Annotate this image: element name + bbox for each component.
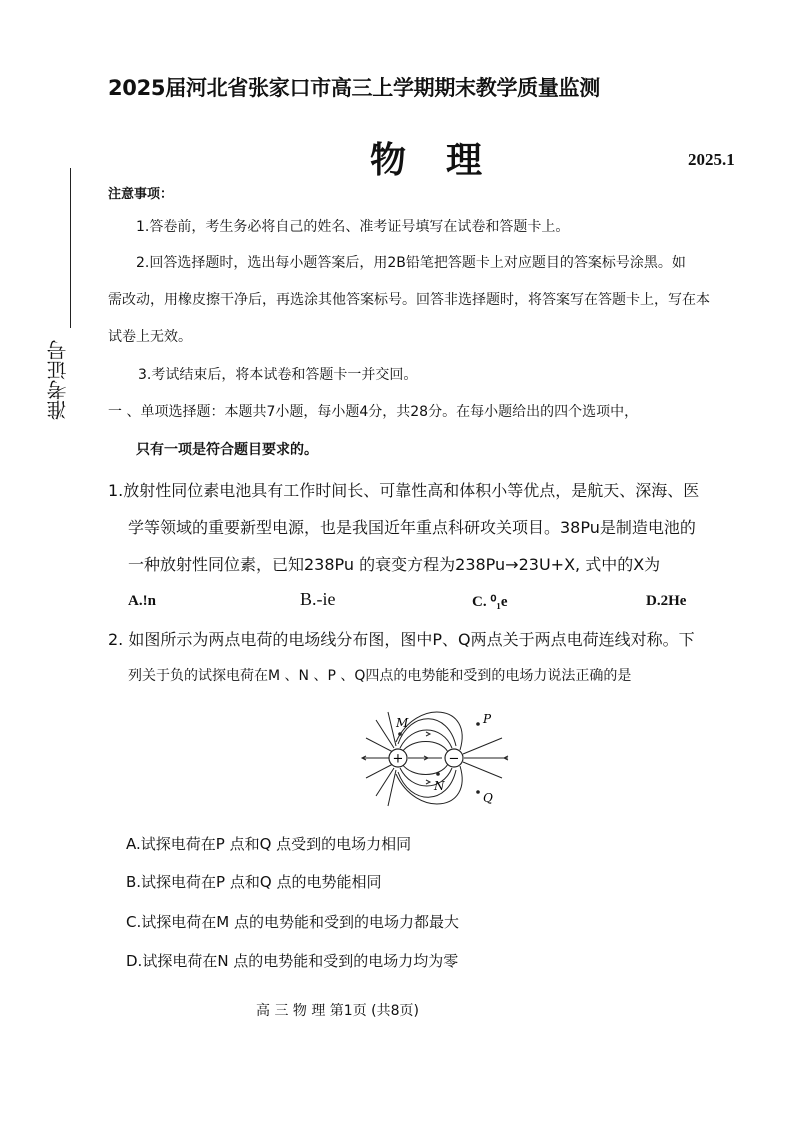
notice-item-2-line-2: 需改动，用橡皮擦干净后，再选涂其他答案标号。回答非选择题时，将答案写在答题卡上，写在本 xyxy=(108,292,710,308)
q1-stem-line-2: 学等领域的重要新型电源，也是我国近年重点科研攻关项目。38Pu是制造电池的 xyxy=(128,518,696,537)
label-p: P xyxy=(483,712,492,726)
exam-number-label: 准考证号 xyxy=(46,340,70,420)
exam-number-line xyxy=(70,168,71,328)
page-footer: 高 三 物 理 第1页 (共8页) xyxy=(256,1003,419,1019)
subject-title: 物理 xyxy=(370,140,523,181)
label-n: N xyxy=(434,779,445,793)
notice-item-3: 3.考试结束后，将本试卷和答题卡一并交回。 xyxy=(138,367,418,383)
electric-field-diagram xyxy=(356,708,516,812)
q1-option-a: A.!n xyxy=(128,593,156,609)
exam-title: 2025届河北省张家口市高三上学期期末教学质量监测 xyxy=(108,76,600,100)
notice-item-2-line-3: 试卷上无效。 xyxy=(108,329,192,345)
q1-stem-line-1: 1.放射性同位素电池具有工作时间长、可靠性高和体积小等优点，是航天、深海、医 xyxy=(108,481,700,500)
q1-option-c: C. ⁰₁e xyxy=(472,594,508,610)
positive-sign: + xyxy=(392,751,404,767)
q1-stem-line-3: 一种放射性同位素，已知238Pu 的衰变方程为238Pu→23U+X, 式中的X为 xyxy=(128,555,661,574)
point-p xyxy=(476,722,480,726)
q2-option-c: C.试探电荷在M 点的电势能和受到的电场力都最大 xyxy=(126,913,459,931)
q2-stem-line-1: 2. 如图所示为两点电荷的电场线分布图，图中P、Q两点关于两点电荷连线对称。下 xyxy=(108,630,695,649)
q2-stem-line-2: 列关于负的试探电荷在M 、N 、P 、Q四点的电势能和受到的电场力说法正确的是 xyxy=(128,668,632,684)
label-q: Q xyxy=(483,791,493,805)
q1-option-b: B.-ie xyxy=(300,589,336,609)
q1-option-d: D.2He xyxy=(646,593,687,609)
point-n xyxy=(436,772,440,776)
point-q xyxy=(476,790,480,794)
label-m: M xyxy=(396,716,409,730)
exam-date: 2025.1 xyxy=(688,150,735,169)
notice-item-2-line-1: 2.回答选择题时，选出每小题答案后，用2B铅笔把答题卡上对应题目的答案标号涂黑。如 xyxy=(136,255,686,271)
q2-option-d: D.试探电荷在N 点的电势能和受到的电场力均为零 xyxy=(126,952,459,970)
q2-option-b: B.试探电荷在P 点和Q 点的电势能相同 xyxy=(126,873,382,891)
section-1-requirement: 只有一项是符合题目要求的。 xyxy=(136,442,318,458)
q2-option-a: A.试探电荷在P 点和Q 点受到的电场力相同 xyxy=(126,835,412,853)
notice-heading: 注意事项： xyxy=(108,187,174,202)
point-m xyxy=(398,732,402,736)
section-1-instructions: 一 、单项选择题：本题共7小题，每小题4分，共28分。在每小题给出的四个选项中， xyxy=(108,404,639,420)
negative-sign: − xyxy=(448,751,460,767)
notice-item-1: 1.答卷前，考生务必将自己的姓名、准考证号填写在试卷和答题卡上。 xyxy=(136,219,570,235)
